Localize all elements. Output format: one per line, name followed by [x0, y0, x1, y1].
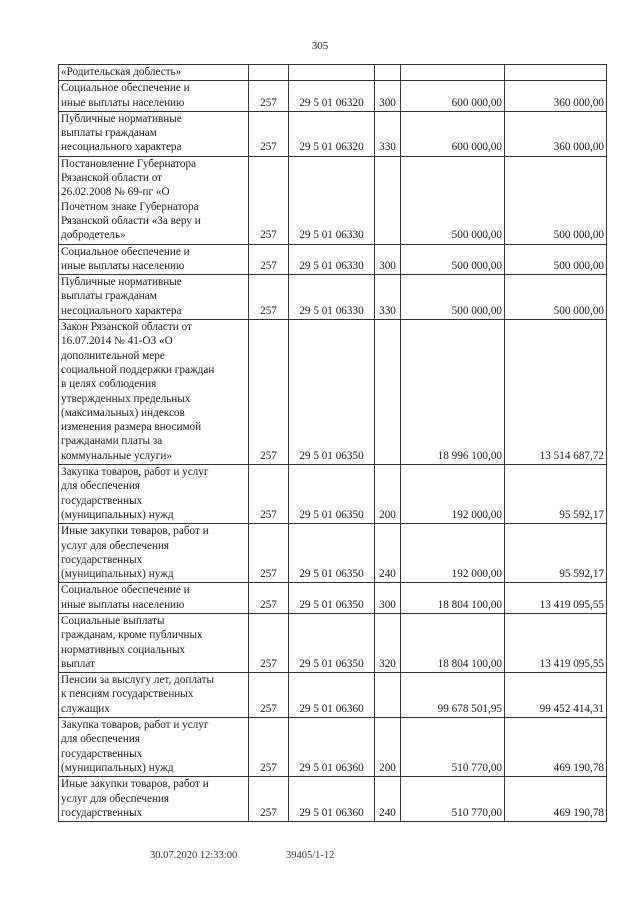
- row-code-cell: 257: [249, 320, 289, 465]
- row-name-cell: Иные закупки товаров, работ и услуг для обеспечения государственных: [59, 777, 249, 822]
- row-expense-type-cell: 300: [375, 244, 401, 275]
- row-plan-cell: [401, 65, 505, 81]
- row-code-cell: [249, 65, 289, 81]
- row-executed-cell: 95 592,17: [505, 465, 607, 524]
- footer-datetime: 30.07.2020 12:33:00: [150, 850, 238, 861]
- table-row: [59, 156, 607, 244]
- row-name-cell: Социальные выплаты гражданам, кроме публичных нормативных социальных выплат: [59, 613, 249, 672]
- row-code-cell: 257: [249, 524, 289, 583]
- table-row: [59, 777, 607, 822]
- row-name-cell: Постановление Губернатора Рязанской области от 26.02.2008 № 69-пг «О Почетном знаке Губернатора Рязанской области «За веру и добродетель»: [59, 156, 249, 244]
- row-expense-type-cell: [375, 65, 401, 81]
- row-plan-cell: 500 000,00: [401, 244, 505, 275]
- row-name-cell: Публичные нормативные выплаты гражданам несоциального характера: [59, 275, 249, 320]
- table-row: [59, 244, 607, 275]
- row-name-cell: Иные закупки товаров, работ и услуг для обеспечения государственных (муниципальных) нужд: [59, 524, 249, 583]
- row-article-cell: 29 5 01 06330: [289, 156, 375, 244]
- row-plan-cell: 600 000,00: [401, 81, 505, 112]
- table-row: [59, 81, 607, 112]
- row-expense-type-cell: 200: [375, 718, 401, 777]
- table-row: [59, 583, 607, 614]
- row-plan-cell: 500 000,00: [401, 275, 505, 320]
- table-row: [59, 524, 607, 583]
- row-executed-cell: 99 452 414,31: [505, 673, 607, 718]
- row-plan-cell: 18 804 100,00: [401, 583, 505, 614]
- table-row: [59, 718, 607, 777]
- row-code-cell: 257: [249, 244, 289, 275]
- row-code-cell: 257: [249, 465, 289, 524]
- row-name-cell: Закупка товаров, работ и услуг для обеспечения государственных (муниципальных) нужд: [59, 465, 249, 524]
- table-row: [59, 320, 607, 465]
- table-row: [59, 275, 607, 320]
- row-expense-type-cell: 330: [375, 275, 401, 320]
- row-plan-cell: 99 678 501,95: [401, 673, 505, 718]
- row-name-cell: «Родительская доблесть»: [59, 65, 249, 81]
- row-article-cell: 29 5 01 06360: [289, 673, 375, 718]
- row-executed-cell: 95 592,17: [505, 524, 607, 583]
- row-article-cell: 29 5 01 06360: [289, 718, 375, 777]
- row-plan-cell: 18 804 100,00: [401, 613, 505, 672]
- row-article-cell: 29 5 01 06320: [289, 81, 375, 112]
- row-expense-type-cell: 320: [375, 613, 401, 672]
- table-row: [59, 465, 607, 524]
- row-name-cell: Публичные нормативные выплаты гражданам несоциального характера: [59, 111, 249, 156]
- page-number: 305: [311, 40, 329, 52]
- row-expense-type-cell: 330: [375, 111, 401, 156]
- row-article-cell: 29 5 01 06320: [289, 111, 375, 156]
- row-executed-cell: 13 419 095,55: [505, 583, 607, 614]
- row-article-cell: [289, 65, 375, 81]
- row-expense-type-cell: 200: [375, 465, 401, 524]
- row-expense-type-cell: 240: [375, 524, 401, 583]
- row-code-cell: 257: [249, 718, 289, 777]
- row-executed-cell: 13 514 687,72: [505, 320, 607, 465]
- row-article-cell: 29 5 01 06350: [289, 524, 375, 583]
- row-name-cell: Закупка товаров, работ и услуг для обеспечения государственных (муниципальных) нужд: [59, 718, 249, 777]
- row-article-cell: 29 5 01 06330: [289, 275, 375, 320]
- row-executed-cell: [505, 65, 607, 81]
- row-expense-type-cell: [375, 156, 401, 244]
- row-expense-type-cell: 240: [375, 777, 401, 822]
- row-code-cell: 257: [249, 81, 289, 112]
- row-plan-cell: 510 770,00: [401, 718, 505, 777]
- row-code-cell: 257: [249, 613, 289, 672]
- row-article-cell: 29 5 01 06360: [289, 777, 375, 822]
- row-executed-cell: 360 000,00: [505, 81, 607, 112]
- row-expense-type-cell: 300: [375, 81, 401, 112]
- table-row: [59, 673, 607, 718]
- row-article-cell: 29 5 01 06350: [289, 320, 375, 465]
- budget-table: [58, 64, 607, 822]
- row-executed-cell: 469 190,78: [505, 718, 607, 777]
- row-executed-cell: 13 419 095,55: [505, 613, 607, 672]
- row-plan-cell: 500 000,00: [401, 156, 505, 244]
- row-plan-cell: 192 000,00: [401, 465, 505, 524]
- row-plan-cell: 18 996 100,00: [401, 320, 505, 465]
- table-row: [59, 65, 607, 81]
- row-plan-cell: 192 000,00: [401, 524, 505, 583]
- row-name-cell: Социальное обеспечение и иные выплаты населению: [59, 244, 249, 275]
- row-executed-cell: 500 000,00: [505, 156, 607, 244]
- row-executed-cell: 500 000,00: [505, 275, 607, 320]
- row-expense-type-cell: [375, 673, 401, 718]
- footer-doc-number: 39405/1-12: [286, 850, 335, 861]
- row-article-cell: 29 5 01 06350: [289, 613, 375, 672]
- budget-table-body: [59, 65, 607, 822]
- row-expense-type-cell: 300: [375, 583, 401, 614]
- row-code-cell: 257: [249, 111, 289, 156]
- table-row: [59, 111, 607, 156]
- row-plan-cell: 510 770,00: [401, 777, 505, 822]
- row-expense-type-cell: [375, 320, 401, 465]
- row-name-cell: Социальное обеспечение и иные выплаты населению: [59, 583, 249, 614]
- row-executed-cell: 469 190,78: [505, 777, 607, 822]
- row-executed-cell: 360 000,00: [505, 111, 607, 156]
- row-code-cell: 257: [249, 156, 289, 244]
- row-code-cell: 257: [249, 777, 289, 822]
- row-name-cell: Социальное обеспечение и иные выплаты населению: [59, 81, 249, 112]
- row-code-cell: 257: [249, 673, 289, 718]
- table-row: [59, 613, 607, 672]
- row-plan-cell: 600 000,00: [401, 111, 505, 156]
- row-article-cell: 29 5 01 06330: [289, 244, 375, 275]
- row-executed-cell: 500 000,00: [505, 244, 607, 275]
- row-name-cell: Пенсии за выслугу лет, доплаты к пенсиям государственных служащих: [59, 673, 249, 718]
- row-article-cell: 29 5 01 06350: [289, 465, 375, 524]
- row-code-cell: 257: [249, 275, 289, 320]
- row-article-cell: 29 5 01 06350: [289, 583, 375, 614]
- row-code-cell: 257: [249, 583, 289, 614]
- row-name-cell: Закон Рязанской области от 16.07.2014 № 41-ОЗ «О дополнительной мере социальной поддержки граждан в целях соблюдения утвержденных предельных (максимальных) индексов изменения размера вносимой гражданами платы за коммунальные услуги»: [59, 320, 249, 465]
